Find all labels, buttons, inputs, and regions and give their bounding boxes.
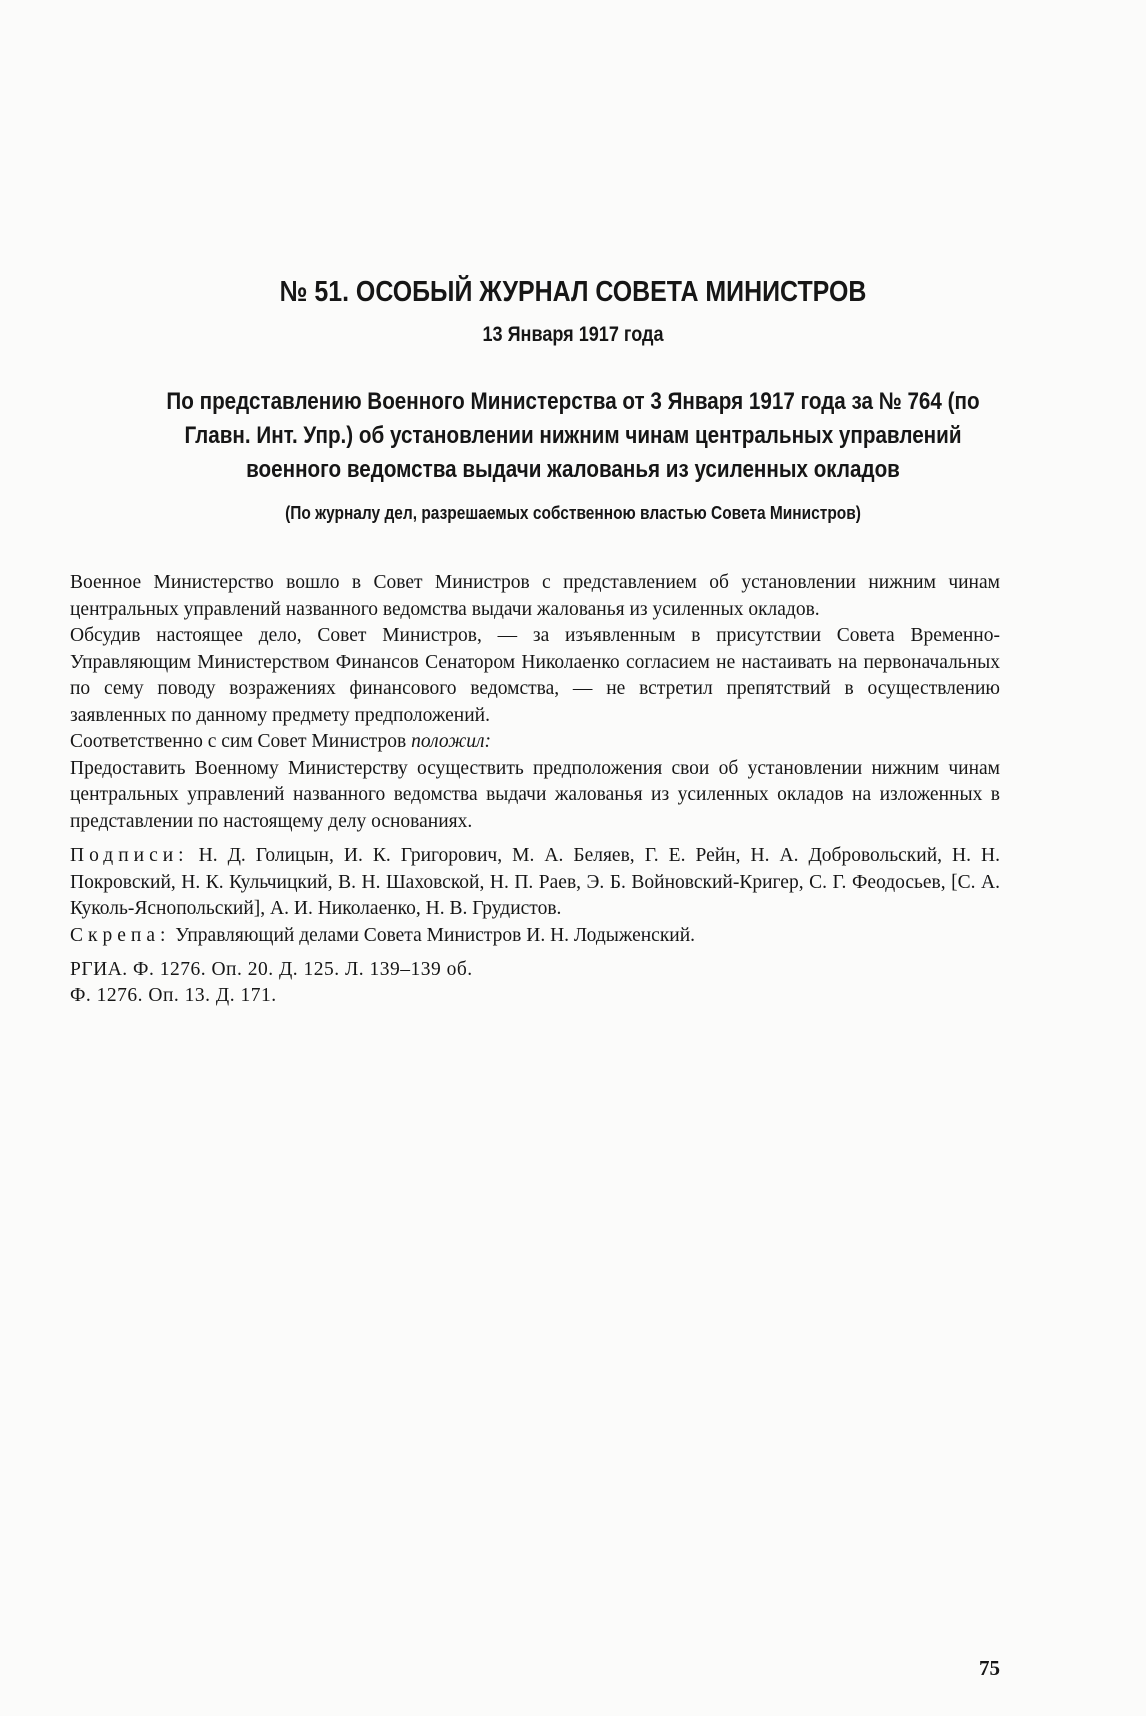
seal-text: Управляющий делами Совета Министров И. Н. Лодыженский.	[170, 924, 696, 946]
document-date: 13 Января 1917 года	[482, 323, 664, 346]
paragraph-1: Военное Министерство вошло в Совет Министров с представлением об установлении нижним чинам центральных управлений названного ведомства выдачи жалованья из усиленных окладов.	[70, 572, 1000, 620]
resolution-line	[70, 729, 1000, 756]
seal-paragraph	[70, 923, 1000, 950]
document-note: (По журналу дел, разрешаемых собственною властью Совета Министров)	[285, 503, 861, 523]
archive-references	[70, 957, 1000, 1009]
archive-reference-2: Ф. 1276. Оп. 13. Д. 171.	[70, 985, 277, 1006]
document-subject: По представлению Военного Министерства от 3 Января 1917 года за № 764 (по Главн. Инт. Упр.) об установлении нижним чинам центральных управлений военного ведомства выдачи жалованья из усиленных окладов	[166, 388, 980, 483]
resolution-lead: Соответственно с сим Совет Министров	[70, 731, 412, 752]
archive-reference-1: РГИА. Ф. 1276. Оп. 20. Д. 125. Л. 139–139 об.	[70, 959, 473, 980]
decision-paragraph: Предоставить Военному Министерству осуществить предположения свои об установлении нижним чинам центральных управлений названного ведомства выдачи жалованья из усиленных окладов на изложенных в представлении по настоящему делу основаниях.	[70, 757, 1000, 832]
signatures-label: Подписи:	[70, 845, 189, 866]
seal-label: Скрепа:	[70, 924, 171, 946]
resolution-word: положил:	[411, 731, 491, 752]
document-title: № 51. ОСОБЫЙ ЖУРНАЛ СОВЕТА МИНИСТРОВ	[279, 276, 867, 308]
document-heading	[70, 276, 1076, 524]
signatures-list: Н. Д. Голицын, И. К. Григорович, М. А. Беляев, Г. Е. Рейн, Н. А. Добровольский, Н. Н. Покровский, Н. К. Кульчицкий, В. Н. Шаховской, Н. П. Раев, Э. Б. Войновский-Кригер, С. Г. Феодосьев, [С. А. Куколь-Яснопольский], А. И. Николаенко, Н. В. Грудистов.	[70, 845, 1000, 919]
signatures-paragraph	[70, 843, 1000, 923]
page-number: 75	[979, 1656, 1000, 1680]
document-body	[70, 570, 1000, 1009]
paragraph-2: Обсудив настоящее дело, Совет Министров, — за изъявленным в присутствии Совета Временно-Управляющим Министерством Финансов Сенатором Николаенко согласием не настаивать на первоначальных по сему поводу возражениях финансового ведомства, — не встретил препятствий в осуществлению заявленных по данному предмету предположений.	[70, 625, 1000, 726]
